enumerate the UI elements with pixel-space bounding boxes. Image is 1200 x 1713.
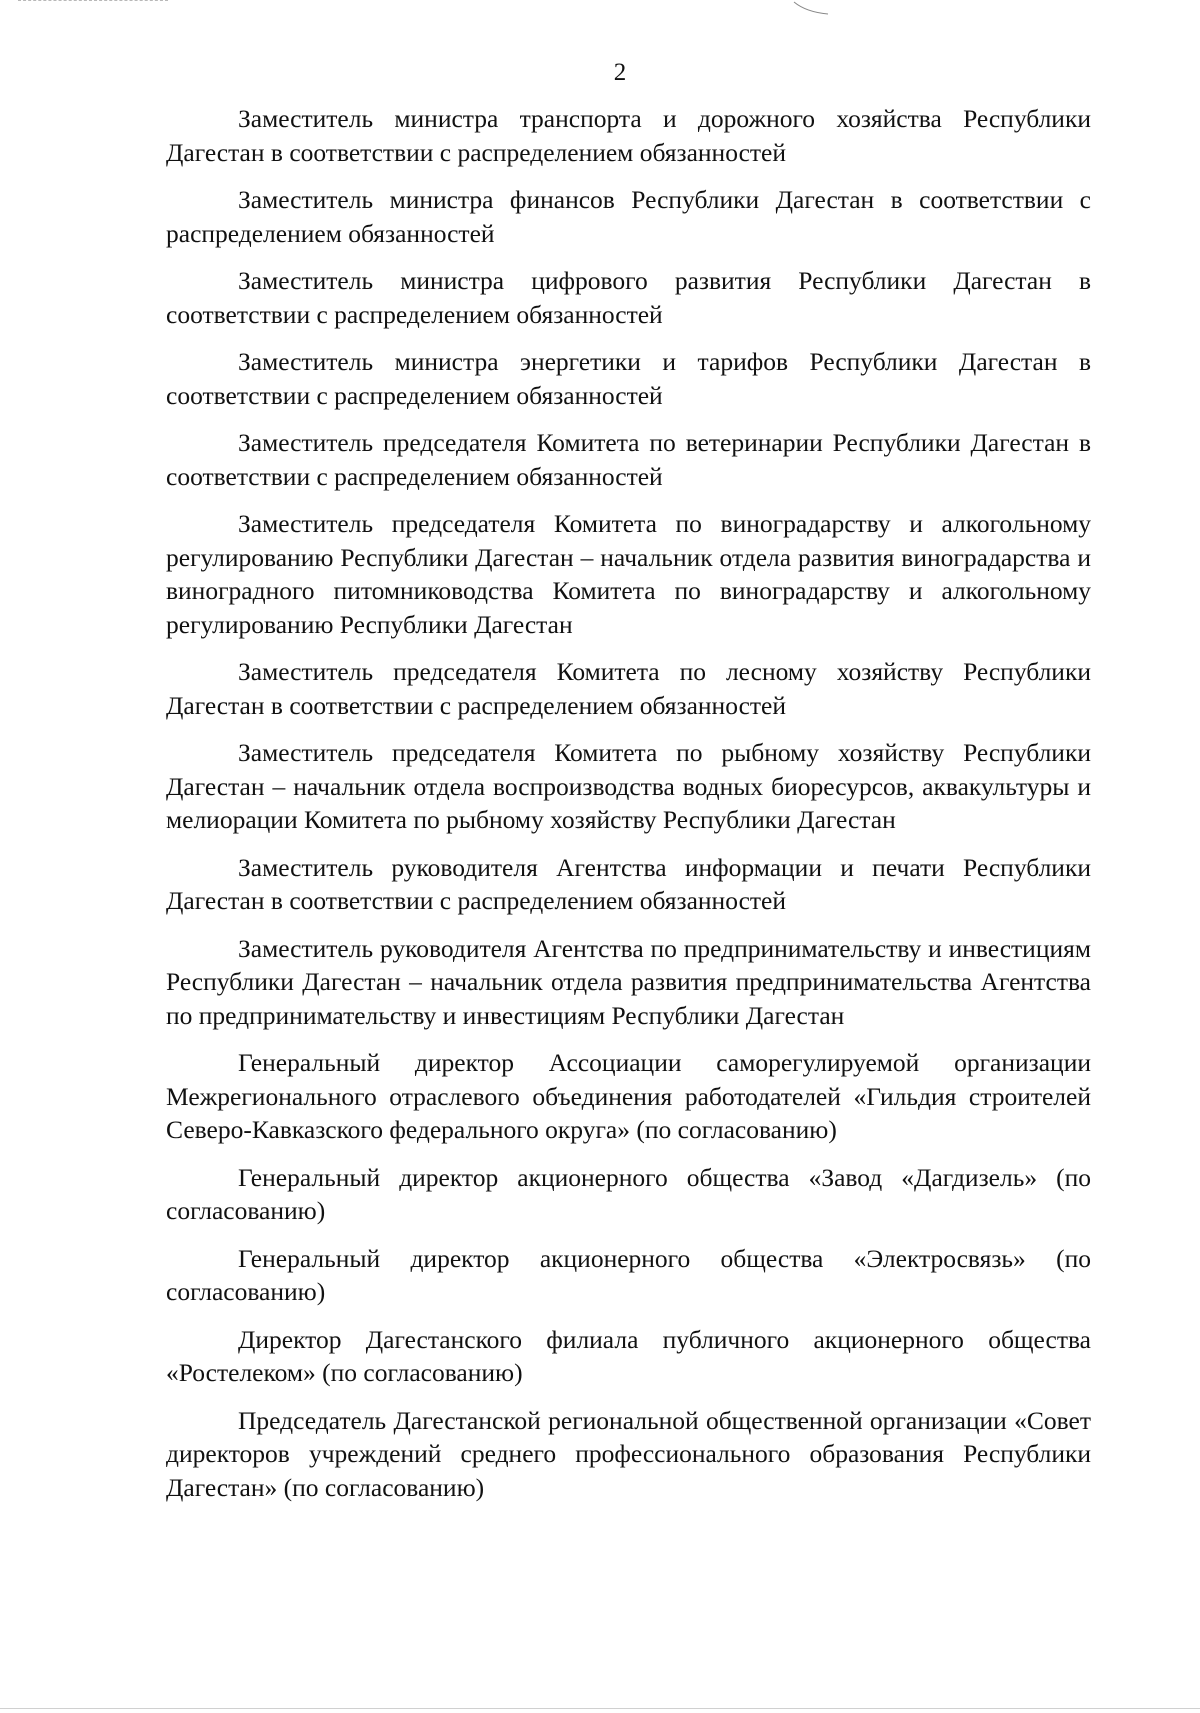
scan-stroke-mark	[792, 0, 832, 20]
list-entry: Заместитель министра цифрового развития Республики Дагестан в соответствии с распределением обязанностей	[166, 266, 1091, 329]
list-entry: Заместитель председателя Комитета по рыбному хозяйству Республики Дагестан – начальник отдела воспроизводства водных биоресурсов, аквакультуры и мелиорации Комитета по рыбному хозяйству Республики Дагестан	[166, 738, 1091, 834]
list-entry: Председатель Дагестанской региональной общественной организации «Совет директоров учреждений среднего профессионального образования Республики Дагестан» (по согласованию)	[166, 1405, 1091, 1502]
scan-edge-mark	[18, 0, 168, 3]
list-entry: Заместитель министра транспорта и дорожного хозяйства Республики Дагестан в соответствии с распределением обязанностей	[166, 104, 1091, 167]
list-entry: Заместитель министра финансов Республики Дагестан в соответствии с распределением обязанностей	[166, 185, 1091, 248]
document-body	[166, 102, 1091, 1518]
list-entry: Заместитель председателя Комитета по ветеринарии Республики Дагестан в соответствии с распределением обязанностей	[166, 428, 1091, 491]
list-entry: Генеральный директор Ассоциации саморегулируемой организации Межрегионального отраслевого объединения работодателей «Гильдия строителей Северо-Кавказского федерального округа» (по согласованию)	[166, 1048, 1091, 1144]
list-entry: Заместитель председателя Комитета по виноградарству и алкогольному регулированию Республики Дагестан – начальник отдела развития виноградарства и виноградного питомниководства Комитета по виноградарству и алкогольному регулированию Республики Дагестан	[166, 509, 1091, 639]
list-entry: Генеральный директор акционерного общества «Завод «Дагдизель» (по согласованию)	[166, 1162, 1091, 1225]
list-entry: Заместитель руководителя Агентства информации и печати Республики Дагестан в соответствии с распределением обязанностей	[166, 852, 1091, 915]
list-entry: Заместитель руководителя Агентства по предпринимательству и инвестициям Республики Дагестан – начальник отдела развития предпринимательства Агентства по предпринимательству и инвестициям Республики Дагестан	[166, 933, 1091, 1030]
list-entry: Заместитель председателя Комитета по лесному хозяйству Республики Дагестан в соответствии с распределением обязанностей	[166, 657, 1091, 720]
scan-bottom-edge	[0, 1708, 1200, 1711]
list-entry: Директор Дагестанского филиала публичного акционерного общества «Ростелеком» (по согласованию)	[166, 1324, 1091, 1387]
list-entry: Заместитель министра энергетики и тарифов Республики Дагестан в соответствии с распределением обязанностей	[166, 347, 1091, 410]
list-entry: Генеральный директор акционерного общества «Электросвязь» (по согласованию)	[166, 1243, 1091, 1306]
page-number: 2	[613, 59, 627, 86]
